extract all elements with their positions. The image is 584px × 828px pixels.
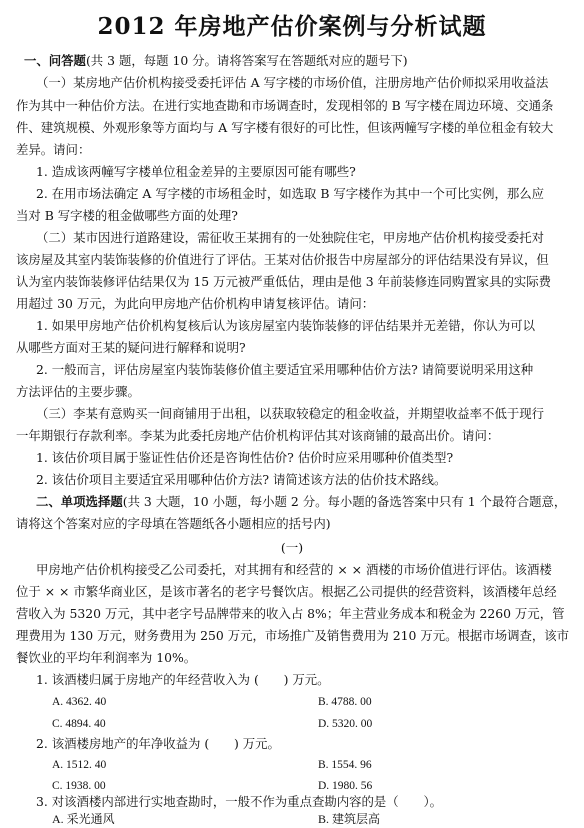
mc2-option-a: A. 1512. 40 <box>52 759 107 771</box>
page-title: 2012 年房地产估价案例与分析试题 <box>97 13 487 40</box>
mc2-option-d: D. 1980. 56 <box>318 780 373 792</box>
q2-line: 用超过 30 万元，为此向甲房地产估价机构申请复核评估。请问： <box>16 296 375 311</box>
q2-line: （二）某市因进行道路建设，需征收王某拥有的一处独院住宅，甲房地产估价机构接受委托对 <box>36 230 545 245</box>
case-1-line: 营收入为 5320 万元，其中老字号品牌带来的收入占 8%；年主营业务成本和税金为 2260 万元，管 <box>16 606 565 621</box>
section-1-heading <box>24 53 408 69</box>
mc2-option-c: C. 1938. 00 <box>52 780 106 792</box>
mc2-stem: 2. 该酒楼房地产的年净收益为 ( ) 万元。 <box>36 736 280 751</box>
case-1-line: 餐饮业的平均年利润率为 10%。 <box>16 650 197 665</box>
case-1-line: 位于 × × 市繁华商业区，是该市著名的老字号餐饮店。根据乙公司提供的经营资料，该酒楼年总经 <box>16 584 557 599</box>
q2-item: 从哪些方面对王某的疑问进行解释和说明? <box>16 340 246 355</box>
section-2-instructions: (共 3 大题，10 小题，每小题 2 分。每小题的备选答案中只有 1 个最符合题意， <box>122 494 567 509</box>
mc2-option-b: B. 1554. 96 <box>318 759 372 771</box>
q2-line: 该房屋及其室内装饰装修的价值进行了评估。王某对估价报告中房屋部分的评估结果没有异议，但 <box>16 252 549 267</box>
q1-line: 差异。请问： <box>16 142 91 157</box>
q3-line: 一年期银行存款利率。李某为此委托房地产估价机构评估其对该商铺的最高出价。请问： <box>16 428 500 443</box>
q2-item: 1. 如果甲房地产估价机构复核后认为该房屋室内装饰装修的评估结果并无差错，你认为可以 <box>36 318 535 333</box>
q1-item: 当对 B 写字楼的租金做哪些方面的处理? <box>16 208 238 223</box>
q3-line: （三）李某有意购买一间商铺用于出租，以获取较稳定的租金收益，并期望收益率不低于现行 <box>36 406 545 421</box>
case-1-line: 理费用为 130 万元，财务费用为 250 万元，市场推广及销售费用为 210 万元。根据市场调查，该市 <box>16 628 570 643</box>
section-1-label: 一、问答题 <box>24 53 86 68</box>
q2-item: 方法评估的主要步骤。 <box>16 384 140 399</box>
section-2-heading <box>36 494 566 510</box>
mc3-option-a: A. 采光通风 <box>52 812 115 826</box>
q1-line: 作为其中一种估价方法。在进行实地查勘和市场调查时，发现相邻的 B 写字楼在周边环境、交通条 <box>16 98 554 113</box>
mc1-option-a: A. 4362. 40 <box>52 696 107 708</box>
q3-item: 2. 该估价项目主要适宜采用哪种估价方法? 请简述该方法的估价技术路线。 <box>36 472 447 487</box>
q1-item: 1. 造成该两幢写字楼单位租金差异的主要原因可能有哪些? <box>36 164 356 179</box>
mc1-option-d: D. 5320. 00 <box>318 718 373 730</box>
section-2-instructions-cont: 请将这个答案对应的字母填在答题纸各小题相应的括号内) <box>16 516 331 531</box>
case-1-label: (一) <box>280 540 304 555</box>
q1-line: （一）某房地产估价机构接受委托评估 A 写字楼的市场价值，注册房地产估价师拟采用收益法 <box>36 75 549 90</box>
q3-item: 1. 该估价项目属于鉴证性估价还是咨询性估价? 估价时应采用哪种价值类型? <box>36 450 454 465</box>
case-1-line: 甲房地产估价机构接受乙公司委托，对其拥有和经营的 × × 酒楼的市场价值进行评估。该酒楼 <box>36 562 552 577</box>
q1-item: 2. 在用市场法确定 A 写字楼的市场租金时，如选取 B 写字楼作为其中一个可比实例，那么应 <box>36 186 545 201</box>
q1-line: 件、建筑规模、外观形象等方面均与 A 写字楼有很好的可比性，但该两幢写字楼的单位租金有较大 <box>16 120 554 135</box>
section-1-instructions: (共 3 题，每题 10 分。请将答案写在答题纸对应的题号下) <box>85 53 408 68</box>
mc3-option-b: B. 建筑层高 <box>318 812 381 826</box>
mc1-stem: 1. 该酒楼归属于房地产的年经营收入为 ( ) 万元。 <box>36 672 330 687</box>
q2-line: 认为室内装饰装修评估结果仅为 15 万元被严重低估，理由是他 3 年前装修连同购置家具的实际费 <box>16 274 552 289</box>
q2-item: 2. 一般而言，评估房屋室内装饰装修价值主要适宜采用哪种估价方法? 请简要说明采用这种 <box>36 362 534 377</box>
section-2-label: 二、单项选择题 <box>36 494 123 509</box>
mc1-option-c: C. 4894. 40 <box>52 718 106 730</box>
mc1-option-b: B. 4788. 00 <box>318 696 372 708</box>
mc3-stem: 3. 对该酒楼内部进行实地查勘时，一般不作为重点查勘内容的是（ ）。 <box>36 794 443 809</box>
